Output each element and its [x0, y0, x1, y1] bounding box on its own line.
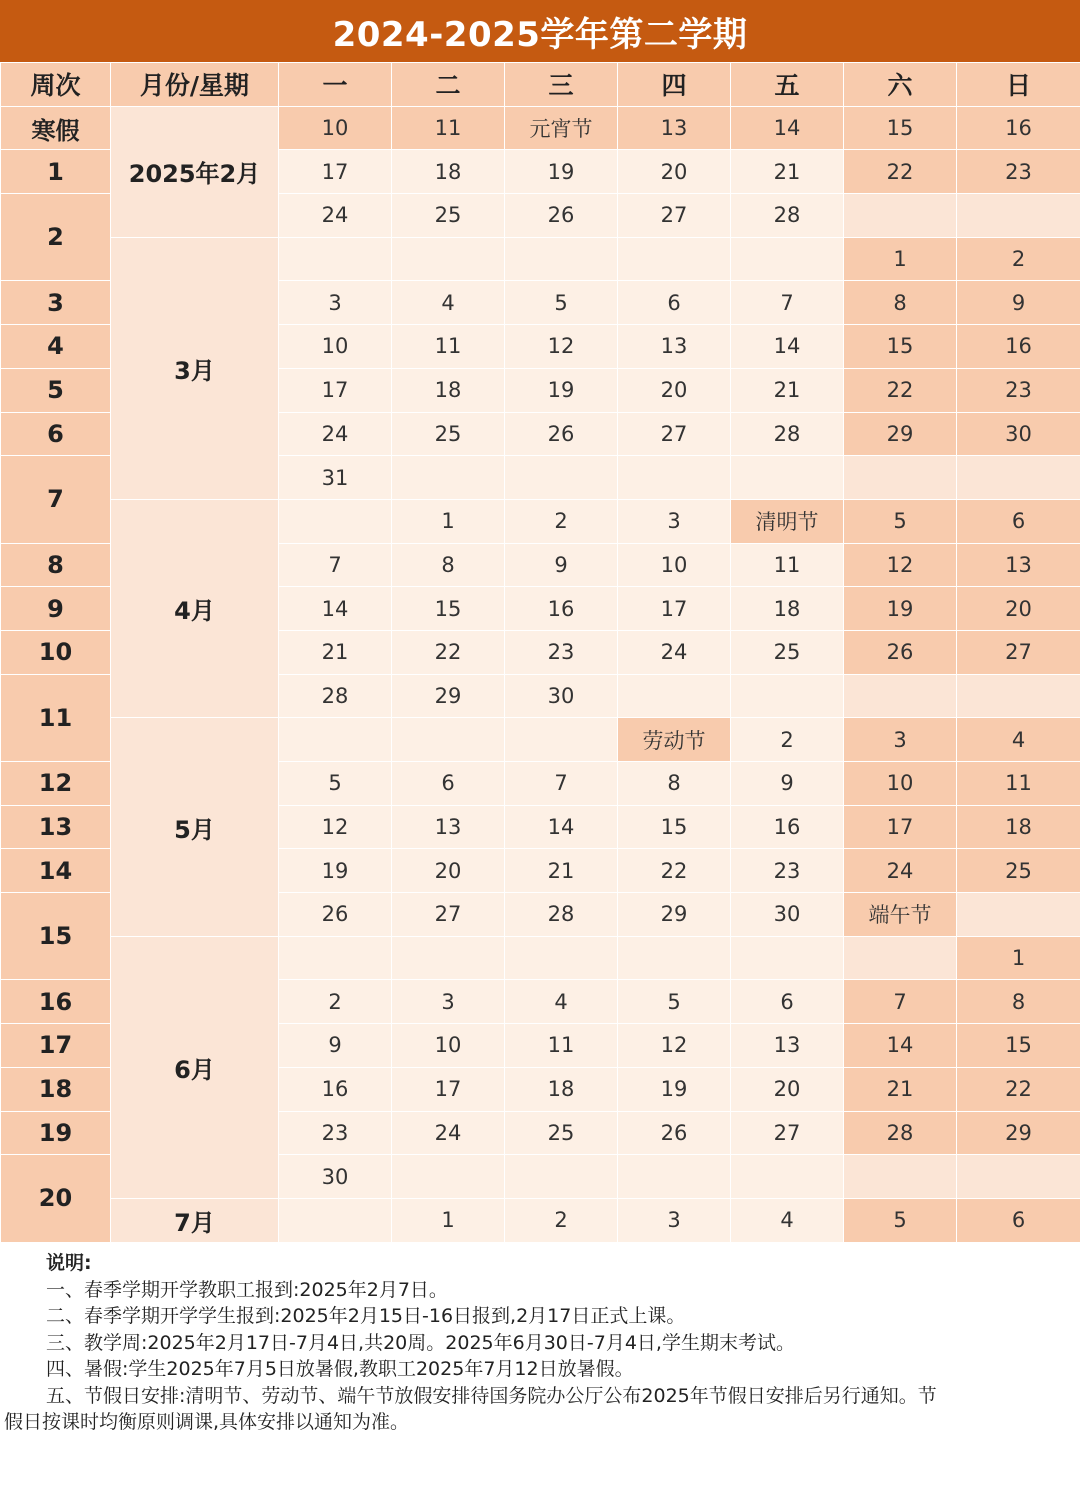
day-cell: 4 [505, 980, 618, 1024]
weekend-day-cell: 2 [957, 237, 1080, 281]
day-cell: 28 [731, 412, 844, 456]
day-cell: 30 [505, 674, 618, 718]
week-number: 15 [1, 893, 111, 980]
day-cell: 10 [279, 106, 392, 150]
day-cell: 7 [279, 543, 392, 587]
holiday-cell: 清明节 [731, 499, 844, 543]
day-cell [618, 674, 731, 718]
holiday-cell: 端午节 [844, 893, 957, 937]
weekend-day-cell: 29 [844, 412, 957, 456]
day-cell [505, 718, 618, 762]
day-cell [618, 1155, 731, 1199]
notes-title: 说明: [46, 1252, 92, 1274]
day-cell: 1 [392, 499, 505, 543]
day-cell: 16 [279, 1067, 392, 1111]
month-label: 5月 [111, 718, 279, 936]
header-weekday: 二 [392, 63, 505, 107]
week-number: 20 [1, 1155, 111, 1242]
day-cell [505, 936, 618, 980]
week-number: 17 [1, 1024, 111, 1068]
weekend-day-cell: 12 [844, 543, 957, 587]
day-cell: 27 [618, 194, 731, 238]
day-cell: 27 [618, 412, 731, 456]
weekend-day-cell: 16 [957, 325, 1080, 369]
week-number: 1 [1, 150, 111, 194]
note-item: 一、春季学期开学教职工报到:2025年2月7日。 [46, 1278, 448, 1301]
day-cell: 19 [279, 849, 392, 893]
day-cell: 25 [392, 194, 505, 238]
weekend-day-cell: 8 [957, 980, 1080, 1024]
day-cell: 21 [279, 630, 392, 674]
week-number: 2 [1, 194, 111, 281]
week-number: 9 [1, 587, 111, 631]
day-cell: 18 [731, 587, 844, 631]
day-cell: 5 [618, 980, 731, 1024]
weekend-day-cell: 13 [957, 543, 1080, 587]
day-cell: 6 [618, 281, 731, 325]
header-weekday: 一 [279, 63, 392, 107]
weekend-day-cell: 27 [957, 630, 1080, 674]
day-cell: 1 [392, 1198, 505, 1242]
day-cell: 30 [731, 893, 844, 937]
weekend-day-cell: 19 [844, 587, 957, 631]
day-cell: 13 [392, 805, 505, 849]
day-cell: 11 [731, 543, 844, 587]
day-cell: 18 [392, 150, 505, 194]
day-cell: 17 [392, 1067, 505, 1111]
day-cell [392, 456, 505, 500]
day-cell: 25 [505, 1111, 618, 1155]
day-cell [618, 456, 731, 500]
day-cell [392, 1155, 505, 1199]
week-number: 4 [1, 325, 111, 369]
day-cell: 28 [505, 893, 618, 937]
day-cell: 7 [731, 281, 844, 325]
day-cell: 10 [392, 1024, 505, 1068]
weekend-day-cell: 30 [957, 412, 1080, 456]
day-cell [392, 237, 505, 281]
day-cell [505, 1155, 618, 1199]
calendar-row [1, 718, 1080, 762]
day-cell: 21 [731, 368, 844, 412]
header-weekday: 日 [957, 63, 1080, 107]
weekend-day-cell: 7 [844, 980, 957, 1024]
weekend-day-cell: 20 [957, 587, 1080, 631]
day-cell: 8 [392, 543, 505, 587]
calendar-row [1, 499, 1080, 543]
day-cell: 13 [618, 325, 731, 369]
week-number: 13 [1, 805, 111, 849]
day-cell [392, 936, 505, 980]
day-cell: 22 [618, 849, 731, 893]
day-cell: 6 [392, 762, 505, 806]
week-number: 5 [1, 368, 111, 412]
week-number: 寒假 [1, 106, 111, 150]
week-number: 3 [1, 281, 111, 325]
weekend-day-cell: 5 [844, 499, 957, 543]
day-cell: 9 [279, 1024, 392, 1068]
day-cell: 15 [844, 106, 957, 150]
header-weekday: 六 [844, 63, 957, 107]
weekend-day-cell: 18 [957, 805, 1080, 849]
day-cell [279, 718, 392, 762]
day-cell: 22 [392, 630, 505, 674]
day-cell [279, 499, 392, 543]
weekend-day-cell: 6 [957, 499, 1080, 543]
week-number: 10 [1, 630, 111, 674]
day-cell: 13 [731, 1024, 844, 1068]
day-cell: 17 [618, 587, 731, 631]
calendar-row [1, 936, 1080, 980]
day-cell: 27 [392, 893, 505, 937]
note-item: 三、教学周:2025年2月17日-7月4日,共20周。2025年6月30日-7月4日,学生期末考试。 [46, 1331, 795, 1354]
week-number: 11 [1, 674, 111, 761]
weekend-day-cell: 1 [844, 237, 957, 281]
day-cell: 9 [505, 543, 618, 587]
day-cell: 26 [505, 412, 618, 456]
day-cell: 23 [505, 630, 618, 674]
weekend-day-cell [957, 893, 1080, 937]
day-cell: 21 [505, 849, 618, 893]
note-item: 五、节假日安排:清明节、劳动节、端午节放假安排待国务院办公厅公布2025年节假日安排后另行通知。节 [46, 1384, 937, 1407]
day-cell: 19 [618, 1067, 731, 1111]
weekend-day-cell: 17 [844, 805, 957, 849]
weekend-day-cell [957, 456, 1080, 500]
month-label: 6月 [111, 936, 279, 1198]
weekend-day-cell: 22 [844, 150, 957, 194]
day-cell: 24 [618, 630, 731, 674]
day-cell: 29 [618, 893, 731, 937]
day-cell: 3 [618, 1198, 731, 1242]
calendar-row [1, 237, 1080, 281]
weekend-day-cell: 26 [844, 630, 957, 674]
day-cell: 2 [505, 499, 618, 543]
day-cell: 6 [731, 980, 844, 1024]
weekend-day-cell: 8 [844, 281, 957, 325]
day-cell: 16 [731, 805, 844, 849]
weekend-day-cell: 15 [844, 325, 957, 369]
day-cell: 11 [392, 106, 505, 150]
day-cell: 4 [731, 1198, 844, 1242]
day-cell: 10 [618, 543, 731, 587]
week-number: 8 [1, 543, 111, 587]
month-label: 4月 [111, 499, 279, 717]
day-cell: 26 [505, 194, 618, 238]
weekend-day-cell: 6 [957, 1198, 1080, 1242]
month-label: 3月 [111, 237, 279, 499]
week-number: 12 [1, 762, 111, 806]
header-week: 周次 [1, 63, 111, 107]
weekend-day-cell: 29 [957, 1111, 1080, 1155]
day-cell [279, 936, 392, 980]
day-cell: 2 [279, 980, 392, 1024]
note-item: 二、春季学期开学学生报到:2025年2月15日-16日报到,2月17日正式上课。 [46, 1305, 686, 1327]
day-cell: 28 [279, 674, 392, 718]
calendar-row [1, 106, 1080, 150]
day-cell: 20 [618, 150, 731, 194]
day-cell: 17 [279, 150, 392, 194]
day-cell: 13 [618, 106, 731, 150]
day-cell: 26 [618, 1111, 731, 1155]
day-cell: 20 [618, 368, 731, 412]
day-cell: 16 [957, 106, 1080, 150]
day-cell [731, 674, 844, 718]
header-weekday: 三 [505, 63, 618, 107]
day-cell: 20 [392, 849, 505, 893]
header-weekday: 五 [731, 63, 844, 107]
day-cell [731, 237, 844, 281]
weekend-day-cell [844, 936, 957, 980]
weekend-day-cell: 22 [844, 368, 957, 412]
page-title: 2024-2025学年第二学期 [0, 0, 1080, 62]
calendar-row [1, 1198, 1080, 1242]
day-cell: 16 [505, 587, 618, 631]
weekend-day-cell: 21 [844, 1067, 957, 1111]
day-cell: 17 [279, 368, 392, 412]
weekend-day-cell: 10 [844, 762, 957, 806]
day-cell: 25 [392, 412, 505, 456]
holiday-cell: 元宵节 [505, 106, 618, 150]
weekend-day-cell: 3 [844, 718, 957, 762]
weekend-day-cell: 23 [957, 368, 1080, 412]
day-cell: 7 [505, 762, 618, 806]
day-cell: 14 [505, 805, 618, 849]
day-cell [731, 1155, 844, 1199]
week-number: 19 [1, 1111, 111, 1155]
day-cell: 14 [731, 106, 844, 150]
day-cell: 3 [279, 281, 392, 325]
day-cell: 24 [279, 194, 392, 238]
day-cell: 27 [731, 1111, 844, 1155]
day-cell: 8 [618, 762, 731, 806]
week-number: 16 [1, 980, 111, 1024]
day-cell: 21 [731, 150, 844, 194]
week-number: 18 [1, 1067, 111, 1111]
weekend-day-cell: 28 [844, 1111, 957, 1155]
note-item: 四、暑假:学生2025年7月5日放暑假,教职工2025年7月12日放暑假。 [46, 1358, 634, 1380]
day-cell [505, 237, 618, 281]
week-number: 7 [1, 456, 111, 543]
day-cell: 4 [392, 281, 505, 325]
day-cell: 5 [505, 281, 618, 325]
calendar-table [0, 62, 1080, 1243]
weekend-day-cell [844, 674, 957, 718]
header-weekday: 四 [618, 63, 731, 107]
day-cell [505, 456, 618, 500]
day-cell: 11 [505, 1024, 618, 1068]
day-cell: 30 [279, 1155, 392, 1199]
day-cell: 9 [731, 762, 844, 806]
day-cell: 23 [279, 1111, 392, 1155]
day-cell: 3 [618, 499, 731, 543]
day-cell: 24 [279, 412, 392, 456]
weekend-day-cell [844, 1155, 957, 1199]
day-cell: 2 [731, 718, 844, 762]
day-cell [618, 936, 731, 980]
week-number: 6 [1, 412, 111, 456]
weekend-day-cell [957, 194, 1080, 238]
day-cell [618, 237, 731, 281]
month-label: 2025年2月 [111, 106, 279, 237]
day-cell: 23 [731, 849, 844, 893]
month-label: 7月 [111, 1198, 279, 1242]
day-cell: 26 [279, 893, 392, 937]
day-cell: 19 [505, 368, 618, 412]
day-cell [392, 718, 505, 762]
day-cell [279, 1198, 392, 1242]
weekend-day-cell [844, 456, 957, 500]
header-month: 月份/星期 [111, 63, 279, 107]
day-cell: 25 [731, 630, 844, 674]
day-cell: 12 [618, 1024, 731, 1068]
day-cell: 10 [279, 325, 392, 369]
day-cell [731, 936, 844, 980]
day-cell: 14 [731, 325, 844, 369]
day-cell: 31 [279, 456, 392, 500]
day-cell [731, 456, 844, 500]
day-cell: 3 [392, 980, 505, 1024]
notes-section [0, 1250, 1080, 1436]
day-cell: 5 [279, 762, 392, 806]
day-cell: 24 [392, 1111, 505, 1155]
day-cell: 14 [279, 587, 392, 631]
day-cell: 12 [505, 325, 618, 369]
weekend-day-cell: 25 [957, 849, 1080, 893]
week-number: 14 [1, 849, 111, 893]
day-cell: 11 [392, 325, 505, 369]
weekend-day-cell: 4 [957, 718, 1080, 762]
day-cell: 12 [279, 805, 392, 849]
weekend-day-cell [957, 674, 1080, 718]
weekend-day-cell: 14 [844, 1024, 957, 1068]
weekend-day-cell: 15 [957, 1024, 1080, 1068]
day-cell: 18 [392, 368, 505, 412]
day-cell: 15 [392, 587, 505, 631]
day-cell: 18 [505, 1067, 618, 1111]
day-cell: 20 [731, 1067, 844, 1111]
day-cell: 29 [392, 674, 505, 718]
holiday-cell: 劳动节 [618, 718, 731, 762]
weekend-day-cell [957, 1155, 1080, 1199]
weekend-day-cell: 11 [957, 762, 1080, 806]
weekend-day-cell: 22 [957, 1067, 1080, 1111]
weekend-day-cell: 5 [844, 1198, 957, 1242]
note-item-continued: 假日按课时均衡原则调课,具体安排以通知为准。 [4, 1411, 410, 1433]
day-cell [279, 237, 392, 281]
day-cell: 2 [505, 1198, 618, 1242]
weekend-day-cell: 23 [957, 150, 1080, 194]
day-cell: 19 [505, 150, 618, 194]
day-cell: 15 [618, 805, 731, 849]
weekend-day-cell: 1 [957, 936, 1080, 980]
weekend-day-cell [844, 194, 957, 238]
weekend-day-cell: 9 [957, 281, 1080, 325]
day-cell: 28 [731, 194, 844, 238]
weekend-day-cell: 24 [844, 849, 957, 893]
